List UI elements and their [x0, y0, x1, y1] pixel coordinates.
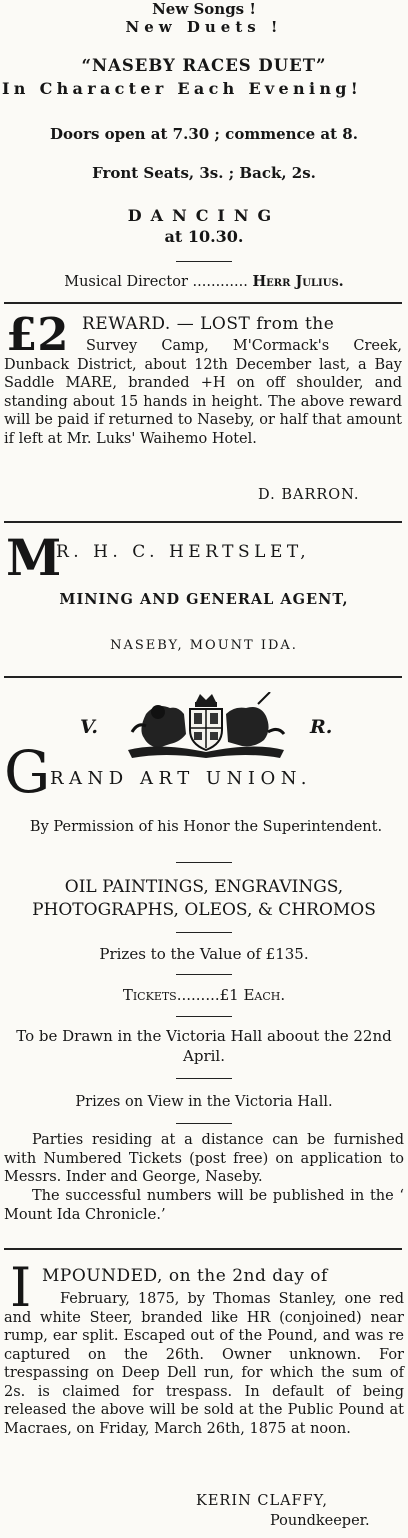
divider — [176, 261, 232, 262]
new-duets: New Duets ! — [125, 18, 283, 36]
agent-name: R. H. C. HERTSLET, — [56, 542, 311, 562]
agent-role: MINING AND GENERAL AGENT, — [59, 591, 349, 608]
section-rule — [4, 1248, 402, 1250]
dancing-time: at 10.30. — [164, 227, 244, 246]
director-label: Musical Director ............ — [64, 274, 248, 290]
royal-coat-of-arms-icon — [118, 692, 294, 760]
impounded-signature: KERIN CLAFFY, — [196, 1493, 328, 1509]
art-union-title: RAND ART UNION. — [50, 768, 313, 789]
prizes-value: Prizes to the Value of £135. — [99, 945, 309, 963]
reward-amount: £2 — [6, 308, 69, 361]
divider — [176, 1016, 232, 1017]
section-rule — [4, 676, 402, 678]
director-name: Herr Julius. — [252, 273, 344, 290]
doors-open: Doors open at 7.30 ; commence at 8. — [50, 125, 358, 143]
musical-director — [4, 272, 404, 292]
divider — [176, 974, 232, 975]
art-union-initial: G — [4, 738, 51, 806]
crest-r: R. — [310, 716, 333, 738]
impounded-body: February, 1875, by Thomas Stanley, one red and white Steer, branded like HR (conjoined) near rump, ear split. Escaped out of the Pound, and was re captured on the 26th. Owner unknown. For trespassing on Deep Dell run, for which the sum of 2s. is claimed for trespass. In default of being released the above will be sold at the Public Pound at Macraes, on Friday, March 26th, 1875 at noon. — [4, 1291, 404, 1437]
impounded-headline: MPOUNDED, on the 2nd day of — [42, 1266, 328, 1286]
draw-date: To be Drawn in the Victoria Hall aboout the 22nd April. — [16, 1027, 392, 1065]
tickets-price: Tickets.........£1 Each. — [122, 986, 286, 1004]
agent-location: NASEBY, MOUNT IDA. — [110, 638, 298, 653]
poundkeeper-title: Poundkeeper. — [270, 1513, 370, 1529]
divider — [176, 1123, 232, 1124]
each-evening: In Character Each Evening! — [2, 79, 363, 98]
successful-notice: The successful numbers will be published in the ‘ Mount Ida Chronicle.’ — [4, 1188, 404, 1223]
reward-headline: REWARD. — LOST from the — [82, 314, 335, 334]
race-duet-title: “NASEBY RACES DUET” — [81, 56, 327, 75]
parties-notice: Parties residing at a distance can be furnished with Numbered Tickets (post free) on application to Messrs. Inder and George, Naseby. — [4, 1132, 404, 1185]
divider — [176, 862, 232, 863]
section-rule — [4, 521, 402, 523]
reward-body: Survey Camp, M'Cormack's Creek, Dunback District, about 12th December last, a Bay Saddle MARE, branded +H on off shoulder, and standing about 15 hands in height. The above reward will be paid if returned to Naseby, or half that amount if left at Mr. Luks' Waihemo Hotel. — [4, 338, 402, 447]
oil-paintings: OIL PAINTINGS, ENGRAVINGS, — [64, 877, 344, 897]
reward-signature: D. BARRON. — [258, 487, 360, 503]
impounded-initial: I — [10, 1256, 32, 1319]
prizes-view: Prizes on View in the Victoria Hall. — [75, 1094, 333, 1110]
dancing-heading: DANCING — [127, 206, 281, 225]
crest-v: V. — [80, 716, 99, 738]
divider — [176, 932, 232, 933]
section-rule — [4, 302, 402, 304]
photographs: PHOTOGRAPHS, OLEOS, & CHROMOS — [32, 900, 376, 920]
new-songs: New Songs ! — [152, 0, 256, 18]
art-union-permission: By Permission of his Honor the Superintendent. — [29, 819, 383, 835]
divider — [176, 1078, 232, 1079]
agent-initial: M — [6, 528, 62, 587]
seat-prices: Front Seats, 3s. ; Back, 2s. — [92, 164, 316, 182]
